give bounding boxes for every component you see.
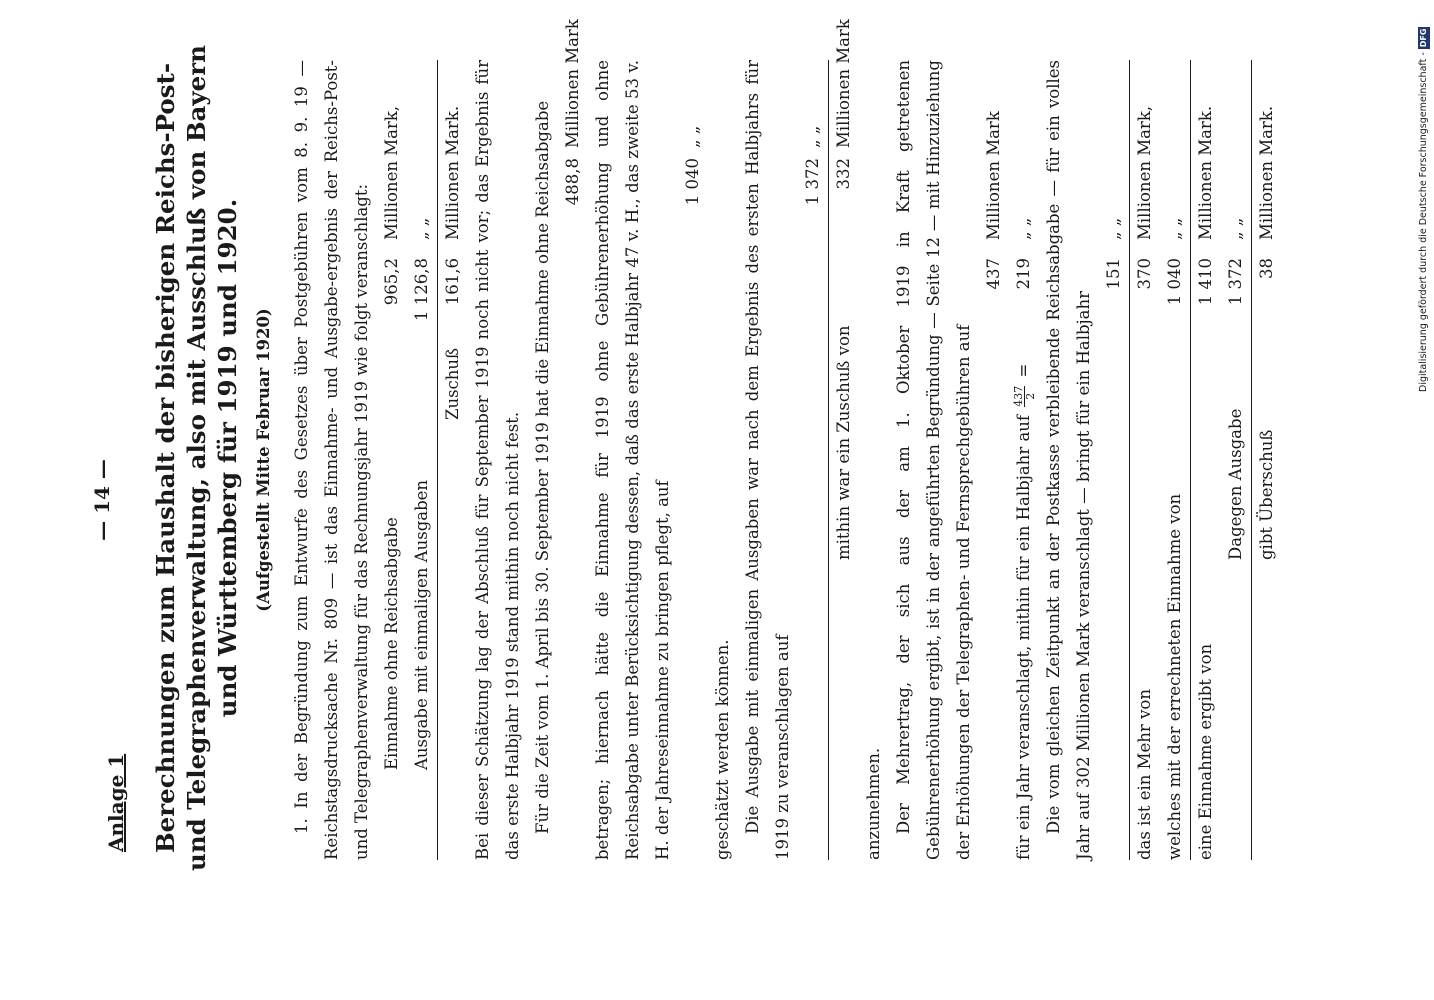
paragraph-3b-amount-row: [678, 60, 708, 860]
paragraph-3-value: 488,8: [563, 158, 582, 206]
document-title: Berechnungen zum Haushalt der bisherigen Reichs-Post- und Telegraphenverwaltung, also mit Ausschluß von Bayern und Württemberg für 1919 und 1920.: [151, 45, 242, 871]
ledger-expense-row: [407, 60, 437, 860]
paragraph-4-amount-row: [798, 60, 828, 860]
paragraph-5-row: [828, 19, 859, 860]
sum-2-label: welches mit der errechneten Einnahme von: [1165, 493, 1184, 860]
page-number: — 14 —: [90, 459, 114, 541]
sum-2-value: 1 040: [1165, 258, 1184, 306]
paragraph-6-unit: Millionen Mark: [984, 111, 1003, 240]
paragraph-3-text: Für die Zeit vom 1. April bis 30. September 1919 hat die Einnahme ohne Reichsabgabe: [533, 100, 552, 834]
paragraph-7-text: [1009, 364, 1039, 860]
paragraph-5-label: mithin war ein Zuschuß von: [834, 325, 853, 560]
paragraph-8-unit: „ „: [1104, 217, 1123, 240]
dfg-credit-text: Digitalisierung gefördert durch die Deutsche Forschungsgemeinschaft -: [1418, 52, 1429, 392]
paragraph-5-tail: anzunehmen.: [864, 747, 883, 860]
deficit-unit: Millionen Mark.: [443, 105, 462, 240]
expense-label: Ausgabe mit einmaligen Ausgaben: [412, 479, 431, 770]
ledger-deficit-row: [437, 60, 468, 860]
expense-value: 1 126,8: [412, 258, 431, 321]
paragraph-7-pre: für ein Jahr veranschlagt, mithin für ein Halbjahr auf: [1014, 414, 1033, 860]
paragraph-2: Bei dieser Schätzung lag der Abschluß für September 1919 noch nicht vor; das Ergebnis für das erste Halbjahr 1919 stand mithin noch nicht fest.: [473, 60, 522, 860]
ledger-income-row: [377, 60, 407, 860]
paragraph-3b-unit: „ „: [683, 125, 702, 148]
paragraph-4-value: 1 372: [803, 158, 822, 206]
sum-row-1: [1129, 60, 1160, 860]
sum-4-unit: „ „: [1226, 217, 1245, 240]
sum-1-unit: Millionen Mark,: [1135, 105, 1154, 240]
dfg-logo: DFG: [1419, 28, 1428, 48]
paragraph-3b-value: 1 040: [683, 158, 702, 206]
paragraph-4-unit: „ „: [803, 125, 822, 148]
paragraph-3-amount-row: [558, 19, 588, 860]
paragraph-3c: geschätzt werden können.: [713, 639, 732, 860]
paragraph-5-unit: Millionen Mark: [834, 19, 853, 148]
sum-4-value: 1 372: [1226, 258, 1245, 306]
sum-5-value: 38: [1257, 258, 1276, 279]
dfg-credit-text-wrap: [1418, 8, 1430, 392]
paragraph-6-value: 437: [984, 258, 1003, 290]
paragraph-3b: betragen; hiernach hätte die Einnahme für 1919 ohne Gebührenerhöhung und ohne Reichsabgabe unter Berücksichtigung dessen, daß das erste Halbjahr 47 v. H., das zweite 53 v. H. der Jahreseinnahme zu bringen pflegt, auf: [593, 60, 672, 860]
deficit-label: Zuschuß: [443, 347, 462, 420]
sum-3-value: 1 410: [1196, 258, 1215, 306]
paragraph-7-post: =: [1014, 363, 1033, 378]
deficit-value: 161,6: [443, 258, 462, 306]
sum-row-3: [1190, 60, 1221, 860]
paragraph-7-value: 219: [1014, 258, 1033, 290]
paragraph-8: Die vom gleichen Zeitpunkt an der Postkasse verbleibende Reichsabgabe — für ein volles Jahr auf 302 Millionen Mark veranschlagt — bringt für ein Halbjahr: [1044, 60, 1093, 860]
sum-3-label: eine Einnahme ergibt von: [1196, 643, 1215, 860]
sum-4-label: Dagegen Ausgabe: [1226, 408, 1245, 560]
dfg-credit-line: [1418, 8, 1430, 392]
sum-row-5: [1251, 60, 1282, 860]
document-subtitle: (Aufgestellt Mitte Februar 1920): [254, 308, 273, 612]
document-body: [96, 19, 1282, 871]
income-value: 965,2: [382, 258, 401, 306]
paragraph-6-amount-row: [979, 60, 1009, 860]
sum-5-label: gibt Überschuß: [1257, 429, 1276, 560]
sum-row-4: [1221, 60, 1251, 860]
paragraph-7-unit: „ „: [1014, 217, 1033, 240]
sum-5-unit: Millionen Mark.: [1257, 105, 1276, 240]
paragraph-5-value: 332: [834, 158, 853, 190]
paragraph-8-value: 151: [1104, 258, 1123, 290]
fraction-denominator: 2: [1024, 392, 1037, 400]
paragraph-3-unit: Millionen Mark: [563, 19, 582, 148]
paragraph-6: Der Mehrertrag, der sich aus der am 1. Oktober 1919 in Kraft getretenen Gebührenerhöhung ergibt, ist in der angeführten Begründung — Seite 12 — mit Hinzuziehung der Erhöhungen der Telegraphen- und Fernsprechgebühren auf: [894, 60, 973, 860]
paragraph-7-row: [1009, 60, 1039, 860]
expense-unit: „ „: [412, 217, 431, 240]
annex-heading: Anlage 1: [104, 753, 128, 852]
sum-2-unit: „ „: [1165, 217, 1184, 240]
fraction: [1013, 386, 1036, 407]
paragraph-8-amount-row: [1099, 60, 1129, 860]
sum-1-label: das ist ein Mehr von: [1135, 689, 1154, 860]
income-label: Einnahme ohne Reichsabgabe: [382, 517, 401, 770]
income-unit: Millionen Mark,: [382, 105, 401, 240]
paragraph-4: Die Ausgabe mit einmaligen Ausgaben war nach dem Ergebnis des ersten Halbjahrs für 1919 zu veranschlagen auf: [743, 60, 792, 860]
sum-3-unit: Millionen Mark.: [1196, 105, 1215, 240]
paragraph-1: 1. In der Begründung zum Entwurfe des Gesetzes über Postgebühren vom 8. 9. 19 — Reichstagsdrucksache Nr. 809 — ist das Einnahme- und Ausgabe-ergebnis der Reichs-Post- und Telegraphenverwaltung für das Rechnungsjahr 1919 wie folgt veranschlagt:: [292, 60, 371, 860]
sum-row-2: [1160, 60, 1190, 860]
paragraph-3: [528, 60, 558, 860]
sum-1-value: 370: [1135, 258, 1154, 290]
fraction-numerator: 437: [1012, 385, 1025, 407]
